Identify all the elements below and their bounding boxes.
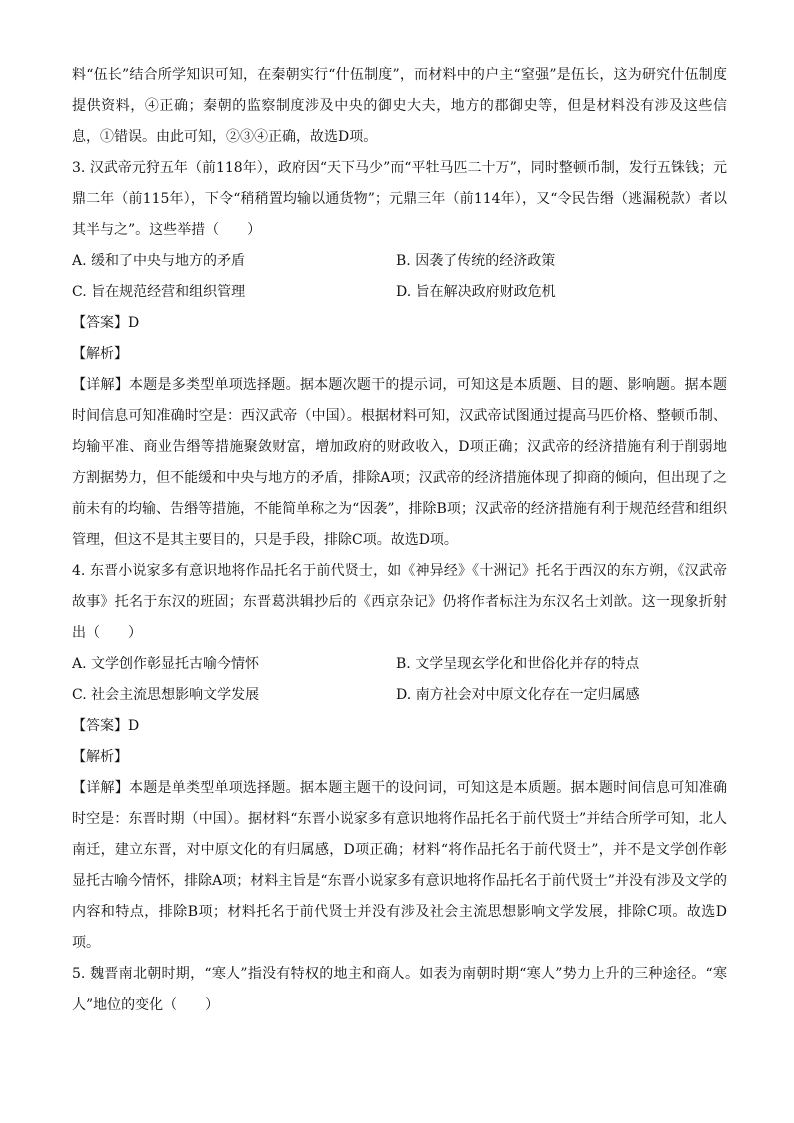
question-3-options xyxy=(72,246,727,308)
question-4-options xyxy=(72,649,727,711)
answer-label: 【答案】D xyxy=(72,315,140,331)
option-d[interactable]: D. 旨在解决政府财政危机 xyxy=(396,284,556,300)
question-5-stem: 5. 魏晋南北朝时期，“寒人”指没有特权的地主和商人。如表为南朝时期“寒人”势力上升的三种途径。“寒人”地位的变化（ ） xyxy=(72,966,727,1013)
detail-explanation: 【详解】本题是单类型单项选择题。据本题主题干的设问词，可知这是本质题。据本题时间信息可知准确时空是：东晋时期（中国）。据材料“东晋小说家多有意识地将作品托名于前代贤士”并结合所学可知，北人南迁，建立东晋，对中原文化的有归属感，D项正确；材料“将作品托名于前代贤士”，并不是文学创作彰显托古喻今情怀，排除A项；材料主旨是“东晋小说家多有意识地将作品托名于前代贤士”并没有涉及文学的内容和特点，排除B项；材料托名于前代贤士并没有涉及社会主流思想影响文学发展，排除C项。故选D项。 xyxy=(72,780,727,951)
analysis-label: 【解析】 xyxy=(72,749,128,765)
option-a[interactable]: A. 文学创作彰显托古喻今情怀 xyxy=(72,656,260,672)
question-5 xyxy=(72,959,727,1021)
option-b[interactable]: B. 因袭了传统的经济政策 xyxy=(396,253,556,269)
question-3-stem: 3. 汉武帝元狩五年（前118年），政府因“天下马少”而“平牡马匹二十万”，同时整顿币制，发行五铢钱；元鼎二年（前115年），下令“稍稍置均输以通货物”；元鼎三年（前114年），又“令民告缗（逃漏税款）者以其半与之”。这些举措（ ） xyxy=(72,160,727,238)
question-4-stem: 4. 东晋小说家多有意识地将作品托名于前代贤士，如《神异经》《十洲记》托名于西汉的东方朔，《汉武帝故事》托名于东汉的班固；东晋葛洪辑抄后的《西京杂记》仍将作者标注为东汉名士刘歆。这一现象折射出（ ） xyxy=(72,563,727,641)
option-c[interactable]: C. 社会主流思想影响文学发展 xyxy=(72,687,260,703)
question-4 xyxy=(72,556,727,959)
question-3 xyxy=(72,153,727,556)
answer-label: 【答案】D xyxy=(72,718,140,734)
option-b[interactable]: B. 文学呈现玄学化和世俗化并存的特点 xyxy=(396,656,640,672)
analysis-label: 【解析】 xyxy=(72,346,128,362)
detail-explanation: 【详解】本题是多类型单项选择题。据本题次题干的提示词，可知这是本质题、目的题、影响题。据本题时间信息可知准确时空是：西汉武帝（中国）。根据材料可知，汉武帝试图通过提高马匹价格、整顿币制、均输平准、商业告缗等措施聚敛财富，增加政府的财政收入，D项正确；汉武帝的经济措施有利于削弱地方割据势力，但不能缓和中央与地方的矛盾，排除A项；汉武帝的经济措施体现了抑商的倾向，但出现了之前未有的均输、告缗等措施，不能简单称之为“因袭”，排除B项；汉武帝的经济措施有利于规范经营和组织管理，但这不是其主要目的，只是手段，排除C项。故选D项。 xyxy=(72,377,727,548)
option-d[interactable]: D. 南方社会对中原文化存在一定归属感 xyxy=(396,687,640,703)
intro-paragraph: 料“伍长”结合所学知识可知，在秦朝实行“什伍制度”，而材料中的户主“窒强”是伍长，这为研究什伍制度提供资料，④正确；秦朝的监察制度涉及中央的御史大夫，地方的郡御史等，但是材料没有涉及这些信息，①错误。由此可知，②③④正确，故选D项。 xyxy=(72,67,727,145)
option-a[interactable]: A. 缓和了中央与地方的矛盾 xyxy=(72,253,246,269)
document-page xyxy=(72,60,727,1021)
option-c[interactable]: C. 旨在规范经营和组织管理 xyxy=(72,284,246,300)
